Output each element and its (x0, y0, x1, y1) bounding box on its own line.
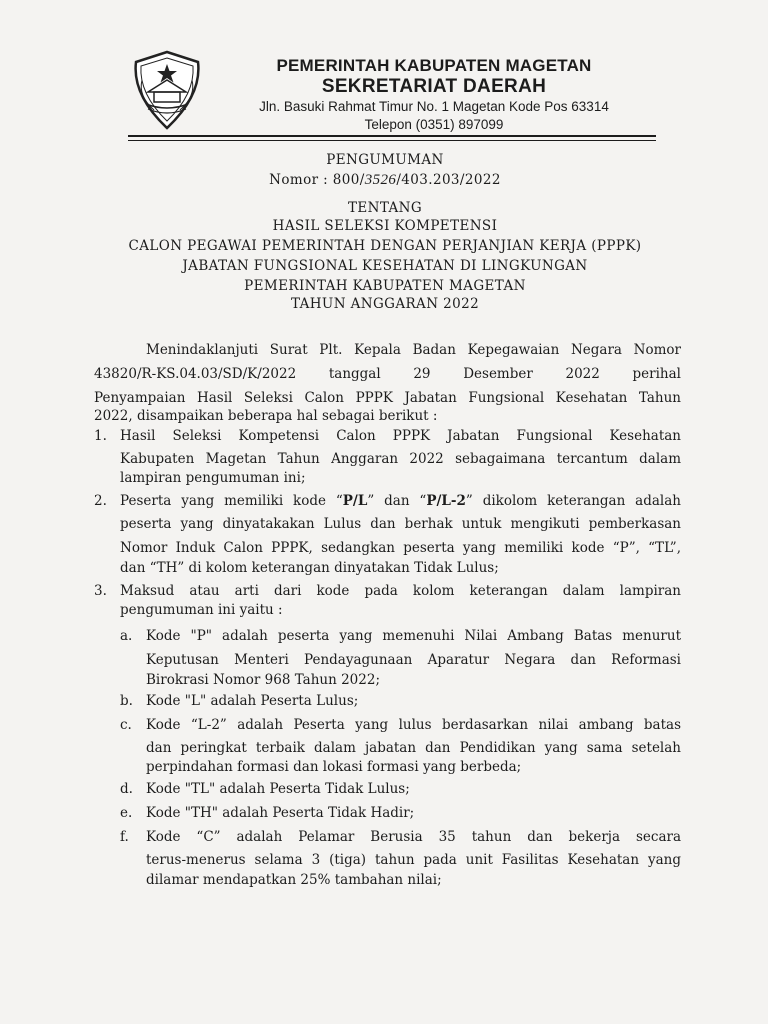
subitem-letter: b. (120, 693, 133, 709)
nomor-suffix: /403.203/2022 (396, 172, 501, 188)
subitem-letter: d. (120, 781, 133, 797)
item-number: 2. (94, 493, 107, 509)
title-line: CALON PEGAWAI PEMERINTAH DENGAN PERJANJIAN KERJA (PPPK) (128, 238, 642, 254)
intro-line: 43820/R-KS.04.03/SD/K/2022 tanggal 29 Desember 2022 perihal (94, 366, 681, 382)
subitem-line: Kode “C” adalah Pelamar Berusia 35 tahun dan bekerja secara (146, 829, 681, 845)
item-line: dan “TH” di kolom keterangan dinyatakan Tidak Lulus; (120, 560, 499, 576)
announcement-about: TENTANG (347, 200, 423, 216)
item-text: ” dan “ (367, 493, 427, 509)
item-text: Peserta yang memiliki kode “ (120, 493, 343, 509)
intro-line: Penyampaian Hasil Seleksi Calon PPPK Jabatan Fungsional Kesehatan Tahun (94, 390, 681, 406)
subitem-line: Kode "P" adalah peserta yang memenuhi Nilai Ambang Batas menurut (146, 628, 681, 644)
item-line: peserta yang dinyatakakan Lulus dan berhak untuk mengikuti pemberkasan (120, 516, 681, 532)
subitem-line: Birokrasi Nomor 968 Tahun 2022; (146, 672, 380, 688)
subitem-letter: a. (120, 628, 133, 644)
item-line: Hasil Seleksi Kompetensi Calon PPPK Jabatan Fungsional Kesehatan (120, 428, 681, 444)
letterhead-office: SEKRETARIAT DAERAH (321, 76, 547, 97)
title-line: JABATAN FUNGSIONAL KESEHATAN DI LINGKUNGAN (182, 258, 588, 274)
announcement-number (90, 172, 680, 189)
subitem-letter: c. (120, 717, 132, 733)
item-line: pengumuman ini yaitu : (120, 602, 283, 618)
title-line: HASIL SELEKSI KOMPETENSI (272, 218, 498, 234)
letterhead-rule-thick (128, 135, 656, 137)
letterhead-phone: Telepon (0351) 897099 (364, 117, 504, 132)
letterhead-government: PEMERINTAH KABUPATEN MAGETAN (276, 56, 592, 75)
subitem-line: terus-menerus selama 3 (tiga) tahun pada unit Fasilitas Kesehatan yang (146, 852, 681, 868)
subitem-line: dan peringkat terbaik dalam jabatan dan Pendidikan yang sama setelah (146, 740, 681, 756)
subitem-letter: e. (120, 805, 133, 821)
subitem-line: dilamar mendapatkan 25% tambahan nilai; (146, 872, 442, 888)
letterhead (214, 56, 654, 134)
subitem-line: Kode “L-2” adalah Peserta yang lulus berdasarkan nilai ambang batas (146, 717, 681, 733)
intro-line: Menindaklanjuti Surat Plt. Kepala Badan Kepegawaian Negara Nomor (146, 342, 681, 358)
item-line: lampiran pengumuman ini; (120, 470, 306, 486)
subitem-line: perpindahan formasi dan lokasi formasi yang berbeda; (146, 759, 522, 775)
subitem-line: Keputusan Menteri Pendayagunaan Aparatur Negara dan Reformasi (146, 652, 681, 668)
announcement-heading: PENGUMUMAN (326, 152, 444, 168)
item-line (120, 489, 681, 513)
nomor-handwritten: 3526 (364, 172, 397, 188)
title-line: TAHUN ANGGARAN 2022 (290, 296, 480, 312)
item-text: ” dikolom keterangan adalah (465, 493, 681, 509)
item-line: Nomor Induk Calon PPPK, sedangkan peserta yang memiliki kode “P”, “TL”, (120, 540, 681, 556)
regency-crest-logo (128, 50, 206, 130)
item-line: Maksud atau arti dari kode pada kolom keterangan dalam lampiran (120, 583, 681, 599)
title-line: PEMERINTAH KABUPATEN MAGETAN (244, 278, 526, 294)
item-line: Kabupaten Magetan Tahun Anggaran 2022 sebagaimana tercantum dalam (120, 451, 681, 467)
letterhead-address: Jln. Basuki Rahmat Timur No. 1 Magetan Kode Pos 63314 (259, 99, 609, 114)
intro-line: 2022, disampaikan beberapa hal sebagai berikut : (94, 408, 438, 424)
subitem-letter: f. (120, 829, 129, 845)
subitem-line: Kode "TL" adalah Peserta Tidak Lulus; (146, 781, 410, 797)
item-number: 1. (94, 428, 107, 444)
subitem-line: Kode "L" adalah Peserta Lulus; (146, 693, 359, 709)
code-label: P/L-2 (426, 493, 466, 509)
code-label: P/L (342, 493, 368, 509)
nomor-prefix: Nomor : 800/ (269, 172, 365, 188)
subitem-line: Kode "TH" adalah Peserta Tidak Hadir; (146, 805, 415, 821)
letterhead-rule-thin (128, 140, 656, 141)
item-number: 3. (94, 583, 107, 599)
